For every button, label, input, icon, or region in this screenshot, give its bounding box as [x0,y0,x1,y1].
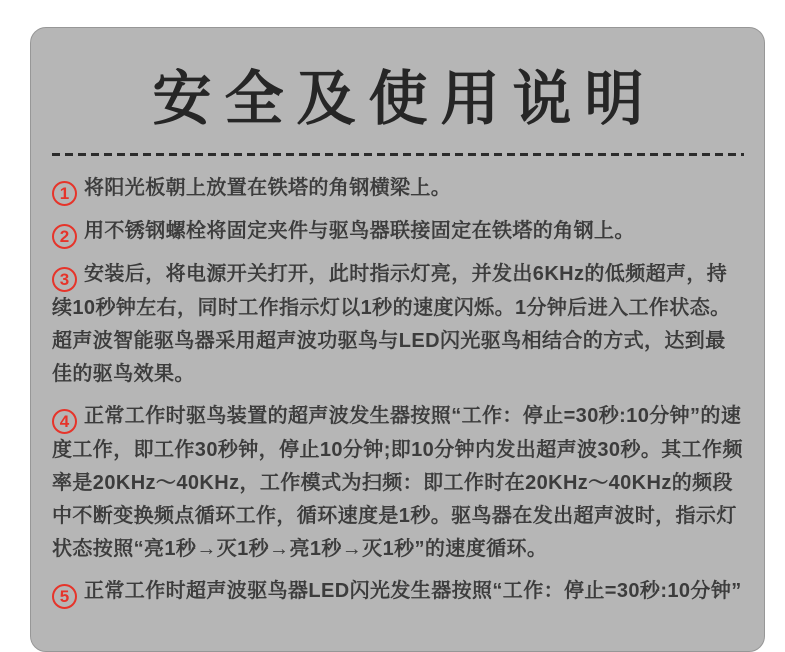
instruction-list [52,172,744,609]
item-number-badge: 2 [52,224,77,249]
item-number-badge: 4 [52,409,77,434]
item-text: 用不锈钢螺栓将固定夹件与驱鸟器联接固定在铁塔的角钢上。 [84,219,635,242]
item-text: 正常工作时超声波驱鸟器LED闪光发生器按照“工作：停止=30秒:10分钟” [84,579,742,602]
list-item [52,258,744,391]
item-text: 将阳光板朝上放置在铁塔的角钢横梁上。 [84,176,452,199]
item-text: 安装后，将电源开关打开，此时指示灯亮，并发出6KHz的低频超声，持续10秒钟左右，同时工作指示灯以1秒的速度闪烁。1分钟后进入工作状态。超声波智能驱鸟器采用超声波功驱鸟与LED闪光驱鸟相结合的方式，达到最佳的驱鸟效果。 [52,262,731,385]
list-item [52,215,744,249]
list-item [52,172,744,206]
list-item [52,400,744,566]
item-number-badge: 1 [52,181,77,206]
item-number-badge: 3 [52,267,77,292]
page-title: 安全及使用说明 [152,66,657,132]
list-item [52,575,744,609]
item-number-badge: 5 [52,584,77,609]
instruction-card [30,27,765,652]
dashed-divider [52,153,744,156]
item-text: 正常工作时驱鸟装置的超声波发生器按照“工作：停止=30秒:10分钟”的速度工作，即工作30秒钟，停止10分钟;即10分钟内发出超声波30秒。其工作频率是20KHz～40KHz，工作模式为扫频：即工作时在20KHz～40KHz的频段中不断变换频点循环工作，循环速度是1秒。驱鸟器在发出超声波时，指示灯状态按照“亮1秒→灭1秒→亮1秒→灭1秒”的速度循环。 [52,404,743,560]
